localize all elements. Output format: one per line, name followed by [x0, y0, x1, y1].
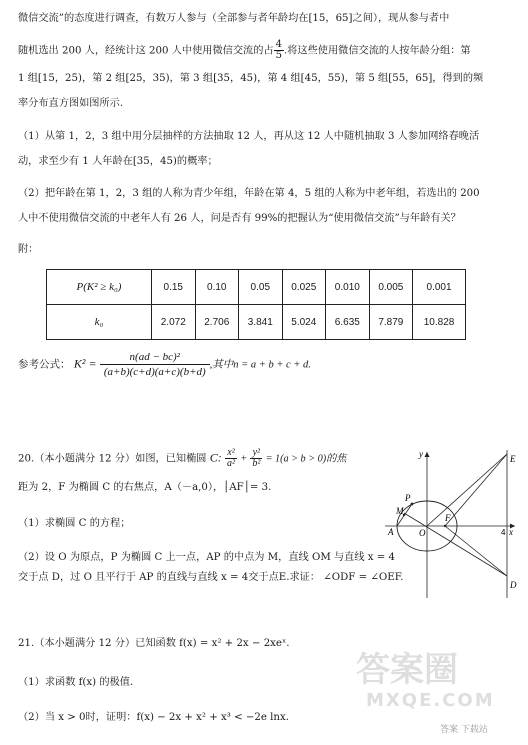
table-cell: 3.841 [239, 305, 283, 340]
y-axis-arrow [425, 452, 430, 457]
problem-20-line-4: （2）设 O 为原点，P 为椭圆 C 上一点，AP 的中点为 M，直线 OM 与直线 x = 4 [18, 552, 396, 563]
table-cell: 0.005 [369, 270, 413, 305]
label-p: P [405, 493, 411, 503]
problem-21-line-1: 21.（本小题满分 12 分）已知函数 f(x) = x² + 2x − 2xeˣ. [18, 638, 290, 649]
table-cell: 0.025 [282, 270, 326, 305]
table-row-probability [47, 270, 466, 305]
critical-value-table [46, 269, 466, 340]
appendix-label: 附： [18, 244, 39, 255]
text-line-3: 1 组[15，25)，第 2 组[25，35)，第 3 组[35，45)，第 4 组[45，55)，第 5 组[55，65]，得到的频 [18, 73, 484, 84]
point-p [411, 503, 414, 506]
problem-20-line-2: 距为 2，F 为椭圆 C 的右焦点，A（－a,0），│AF│= 3. [18, 482, 272, 493]
fraction-y2-b2: $\frac{\text{y²}}{\text{b²}}$ [252, 447, 261, 469]
line-od [404, 513, 507, 576]
formula-lhs: K² = [73, 356, 97, 371]
ellipse-figure [385, 448, 520, 608]
label-four: 4 [501, 528, 506, 537]
table-cell: 6.635 [326, 305, 370, 340]
text-line-2-start: 随机选出 200 人，经统计这 200 人中使用微信交流的占 [18, 45, 274, 57]
segment-fe [445, 454, 507, 526]
watermark-tag: 答案 下载站 [440, 725, 488, 735]
table-row-k0 [47, 305, 466, 340]
table-cell: 0.15 [152, 270, 196, 305]
problem-20-line-3: （1）求椭圆 C 的方程； [18, 518, 131, 529]
question-2-line-2: 人中不使用微信交流的中老年人有 26 人，问是否有 99%的把握认为“使用微信交流”与年龄有关？ [18, 213, 461, 224]
text-line-2-end: .将这些使用微信交流的人按年龄分组：第 [283, 45, 471, 57]
label-a: A [388, 527, 394, 537]
table-header-k0: k₀ [47, 305, 152, 340]
ellipse-condition: = 1(a > b > 0)的焦 [265, 453, 347, 465]
fraction-x2-a2: $\frac{\text{x²}}{\text{a²}}$ [226, 447, 235, 469]
segment-fd [445, 526, 507, 576]
table-cell: 0.10 [195, 270, 239, 305]
formula-denominator: (a+b)(c+d)(a+c)(b+d) [103, 366, 206, 378]
ellipse-name: C: [209, 450, 222, 465]
question-2-line-1: （2）把年龄在第 1，2，3 组的人称为青少年组，年龄在第 4，5 组的人称为中老年组，若选出的 200 [18, 188, 480, 199]
table-cell: 5.024 [282, 305, 326, 340]
line-oe [427, 454, 507, 526]
table-cell: 2.706 [195, 305, 239, 340]
question-1-line-2: 动，求至少有 1 人年龄在[35，45)的概率； [18, 156, 218, 167]
text-line-4: 率分布直方图如图所示. [18, 98, 124, 109]
table-cell: 2.072 [152, 305, 196, 340]
label-e: E [510, 454, 516, 464]
table-cell: 0.05 [239, 270, 283, 305]
label-y: y [419, 449, 423, 459]
text-line-2 [18, 40, 471, 61]
label-x: x [509, 527, 513, 537]
formula-numerator: n(ad − bc)² [100, 350, 210, 365]
problem-20-line-5: 交于点 D，过 O 且平行于 AP 的直线与直线 x = 4交于点E.求证： ∠ODF = ∠OEF. [18, 572, 404, 583]
table-cell: 7.879 [369, 305, 413, 340]
table-cell: 10.828 [413, 305, 466, 340]
table-cell: 0.001 [413, 270, 466, 305]
watermark-logo-text: 答案圈 [356, 650, 458, 690]
fraction-four-fifths: $\frac{4}{5}$ [275, 39, 282, 61]
problem-20-line-1 [18, 448, 346, 469]
watermark-url: MXQE.COM [366, 690, 495, 711]
problem-20-intro: 20.（本小题满分 12 分）如图，已知椭圆 [18, 453, 207, 465]
question-1-line-1: （1）从第 1，2，3 组中用分层抽样的方法抽取 12 人，再从这 12 人中随机抽取 3 人参加网络春晚活 [18, 131, 480, 142]
table-cell: 0.010 [326, 270, 370, 305]
label-d: D [510, 580, 517, 590]
plus-sign: + [240, 453, 248, 465]
label-m: M [396, 506, 404, 516]
problem-21-line-2: （1）求函数 f(x) 的极值. [18, 677, 134, 688]
formula-label: 参考公式： [18, 358, 71, 371]
reference-formula [18, 350, 311, 379]
point-f [444, 525, 446, 527]
label-f: F [445, 513, 451, 523]
table-header-probability: P(K² ≥ k₀) [47, 270, 152, 305]
text-line-1: 微信交流”的态度进行调查，有数万人参与（全部参与者年龄均在[15，65]之间），现从参与者中 [18, 13, 450, 24]
label-o: O [419, 528, 426, 538]
problem-21-line-3: （2）当 x > 0时，证明：f(x) − 2x + x² + x³ < −2e lnx. [18, 712, 289, 723]
formula-fraction [100, 350, 210, 379]
formula-tail: ,其中n = a + b + c + d. [209, 359, 311, 371]
